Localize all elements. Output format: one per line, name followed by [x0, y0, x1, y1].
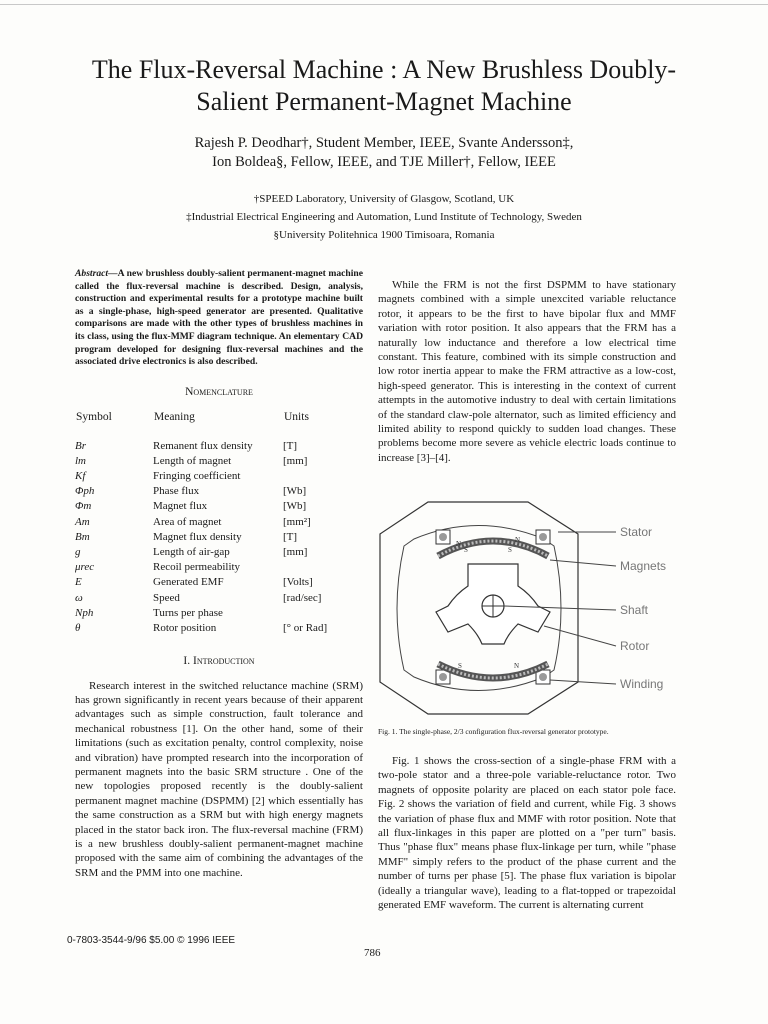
- nomenclature-units: [mm²]: [283, 515, 311, 528]
- winding-conductor: [439, 673, 447, 681]
- nomenclature-units: [Volts]: [283, 576, 313, 589]
- nomenclature-symbol: Kf: [75, 469, 86, 482]
- nomenclature-row: [75, 560, 363, 575]
- nomenclature-meaning: Area of magnet: [153, 515, 222, 528]
- col-symbol: Symbol: [76, 411, 112, 424]
- label-magnets: Magnets: [620, 559, 667, 573]
- nomenclature-heading: Nomenclature: [185, 385, 253, 398]
- top-rule: [0, 4, 768, 5]
- nomenclature-meaning: Rotor position: [153, 622, 217, 634]
- nomenclature-meaning: Phase flux: [153, 485, 200, 498]
- nomenclature-row: [75, 575, 363, 590]
- nomenclature-meaning: Remanent flux density: [153, 439, 253, 452]
- nomenclature-row: [75, 454, 363, 469]
- nomenclature-symbol: Φm: [75, 500, 92, 513]
- left-column: [75, 268, 363, 880]
- nomenclature-symbol: ω: [75, 591, 83, 604]
- introduction-heading: I. Introduction: [183, 655, 255, 668]
- nomenclature-row: [75, 606, 363, 621]
- nomenclature-symbol: Bm: [75, 530, 90, 543]
- nomenclature-units: [T]: [283, 530, 298, 543]
- nomenclature-row: [75, 499, 363, 514]
- nomenclature-meaning: Magnet flux: [153, 500, 208, 513]
- nomenclature-meaning: Magnet flux density: [153, 530, 242, 543]
- nomenclature-row: [75, 515, 363, 530]
- winding-conductor: [539, 533, 547, 541]
- authors-line-2: Ion Boldea§, Fellow, IEEE, and TJE Miller†, Fellow, IEEE: [212, 154, 556, 170]
- figure-1: [378, 494, 678, 720]
- right-paragraph-1: While the FRM is not the first DSPMM to have stationary magnets combined with a simple unexcited variable reluctance rotor, it appears to be the first to have bipolar flux and MMF variation with rotor position. It also appears that the FRM has a naturally low inductance and therefore a low electrical time constant. This feature, combined with its simple construction and low rotor inertia appear to make the FRM attractive as a low-cost, high-speed generator. This is interesting in the context of current attempts in the automotive industry to deal with certain limitations of the standard claw-pole alternator, such as limited efficiency and limited ability to respond quickly to sudden load changes. These problems become more severe as vehicle electric loads continue to increase [3]–[4].: [378, 279, 676, 464]
- nomenclature-meaning: Recoil permeability: [153, 561, 241, 574]
- nomenclature-symbol: g: [75, 545, 81, 558]
- affiliation-3: §University Politehnica 1900 Timisoara, Romania: [273, 229, 495, 241]
- nomenclature-meaning: Generated EMF: [153, 576, 224, 589]
- pole-label-n: N: [456, 540, 462, 548]
- frm-cross-section-diagram: [378, 494, 678, 720]
- nomenclature-symbol: Am: [75, 515, 90, 528]
- nomenclature-symbol: θ: [75, 622, 81, 634]
- nomenclature-units: [283, 469, 363, 484]
- abstract-text: A new brushless doubly-salient permanent-magnet machine called the flux-reversal machine is described. Design, analysis, construction and experimental results for a prototype machine built as a single-phase, high-speed generator are presented. Qualitative comparisons are made with the other types of brushless machines in its class, using the flux-MMF diagram technique. An elementary CAD program developed for designing flux-reversal machines and the associated drive electronics is also described.: [75, 268, 363, 368]
- nomenclature-row: [75, 469, 363, 484]
- nomenclature-meaning: Speed: [153, 591, 180, 604]
- nomenclature-symbol: lm: [75, 454, 86, 467]
- nomenclature-units: [mm]: [283, 545, 308, 558]
- nomenclature-symbol: Nph: [75, 606, 94, 619]
- right-paragraph-2: Fig. 1 shows the cross-section of a single-phase FRM with a two-pole stator and a three-pole variable-reluctance rotor. Two magnets of opposite polarity are placed on each stator pole face. Fig. 2 shows the variation of field and current, while Fig. 3 shows the variation of phase flux and MMF with rotor position. Note that all flux-linkages in this paper are plotted on a "per turn" basis. Thus "phase flux" means phase flux-linkage per turn, while "phase MMF" simply refers to the product of the phase current and the number of turns per phase [5]. The phase flux variation is bipolar (ideally a triangular wave), leading to a flat-topped or trapezoidal generated EMF waveform. The current is alternating current: [378, 755, 676, 912]
- pole-label-s: S: [464, 546, 468, 554]
- page-number: 786: [364, 947, 381, 959]
- nomenclature-row: [75, 439, 363, 454]
- nomenclature-units: [T]: [283, 439, 298, 452]
- nomenclature-units: [mm]: [283, 454, 308, 467]
- right-column: [378, 278, 676, 465]
- right-column-lower: [378, 754, 676, 912]
- copyright-footer: 0-7803-3544-9/96 $5.00 © 1996 IEEE: [67, 935, 236, 946]
- label-shaft: Shaft: [620, 603, 649, 617]
- pole-label-s: S: [458, 662, 462, 670]
- col-meaning: Meaning: [154, 411, 195, 424]
- nomenclature-symbol: E: [75, 576, 82, 589]
- introduction-text: Research interest in the switched reluctance machine (SRM) has grown significantly in recent years because of their apparent advantages such as simple construction, fault tolerance and mechanical robustness [1]. On the other hand, some of their limitations (such as excitation penalty, control complexity, noise and vibration) have prompted research into the incorporation of permanent magnets into the basic SRM structure . One of the new topologies proposed recently is the doubly-salient permanent magnet machine (DSPMM) [2] which essentially has the same construction as a SRM but with high energy magnets placed in the stator back iron. The flux-reversal machine (FRM) is a new brushless doubly-salient permanent-magnet machine proposed with the same aim of combining the advantages of the SRM and the PMM into one machine.: [75, 679, 363, 879]
- nomenclature-meaning: Length of air-gap: [153, 545, 230, 558]
- nomenclature-row: [75, 545, 363, 560]
- affiliation-2: ‡Industrial Electrical Engineering and Automation, Lund Institute of Technology, Sweden: [186, 211, 582, 223]
- nomenclature-units: [283, 560, 363, 575]
- pole-label-s: S: [508, 546, 512, 554]
- leader-rotor: [544, 626, 616, 646]
- nomenclature-units: [° or Rad]: [283, 622, 328, 634]
- nomenclature-symbol: Br: [75, 439, 86, 452]
- affiliation-1: †SPEED Laboratory, University of Glasgow, Scotland, UK: [253, 193, 515, 205]
- winding-conductor: [539, 673, 547, 681]
- nomenclature-meaning: Turns per phase: [153, 606, 223, 619]
- nomenclature-units: [Wb]: [283, 500, 307, 513]
- nomenclature-row: [75, 621, 363, 636]
- nomenclature-meaning: Fringing coefficient: [153, 469, 241, 482]
- nomenclature-row: [75, 591, 363, 606]
- nomenclature-meaning: Length of magnet: [153, 454, 232, 467]
- leader-winding: [550, 680, 616, 684]
- abstract-lead: Abstract—: [75, 268, 118, 279]
- nomenclature-row: [75, 530, 363, 545]
- nomenclature-symbol: Φph: [75, 485, 95, 498]
- col-units: Units: [284, 411, 309, 424]
- label-stator: Stator: [620, 525, 653, 539]
- label-winding: Winding: [620, 677, 664, 691]
- figure-caption: Fig. 1. The single-phase, 2/3 configuration flux-reversal generator prototype.: [378, 727, 609, 736]
- nomenclature-table: [75, 409, 363, 636]
- abstract: [75, 268, 363, 369]
- nomenclature-row: [75, 484, 363, 499]
- nomenclature-units: [283, 606, 363, 621]
- nomenclature-units: [rad/sec]: [283, 591, 322, 604]
- nomenclature-units: [Wb]: [283, 485, 307, 498]
- paper-title-line-1: The Flux-Reversal Machine : A New Brushless Doubly-: [91, 55, 677, 84]
- authors-line-1: Rajesh P. Deodhar†, Student Member, IEEE, Svante Andersson‡,: [194, 135, 574, 151]
- leader-magnets: [550, 560, 616, 566]
- label-rotor: Rotor: [620, 639, 650, 653]
- pole-label-n: N: [515, 536, 521, 544]
- pole-label-n: N: [514, 662, 520, 670]
- winding-conductor: [439, 533, 447, 541]
- nomenclature-symbol: μrec: [75, 561, 95, 574]
- paper-title-line-2: Salient Permanent-Magnet Machine: [196, 87, 572, 116]
